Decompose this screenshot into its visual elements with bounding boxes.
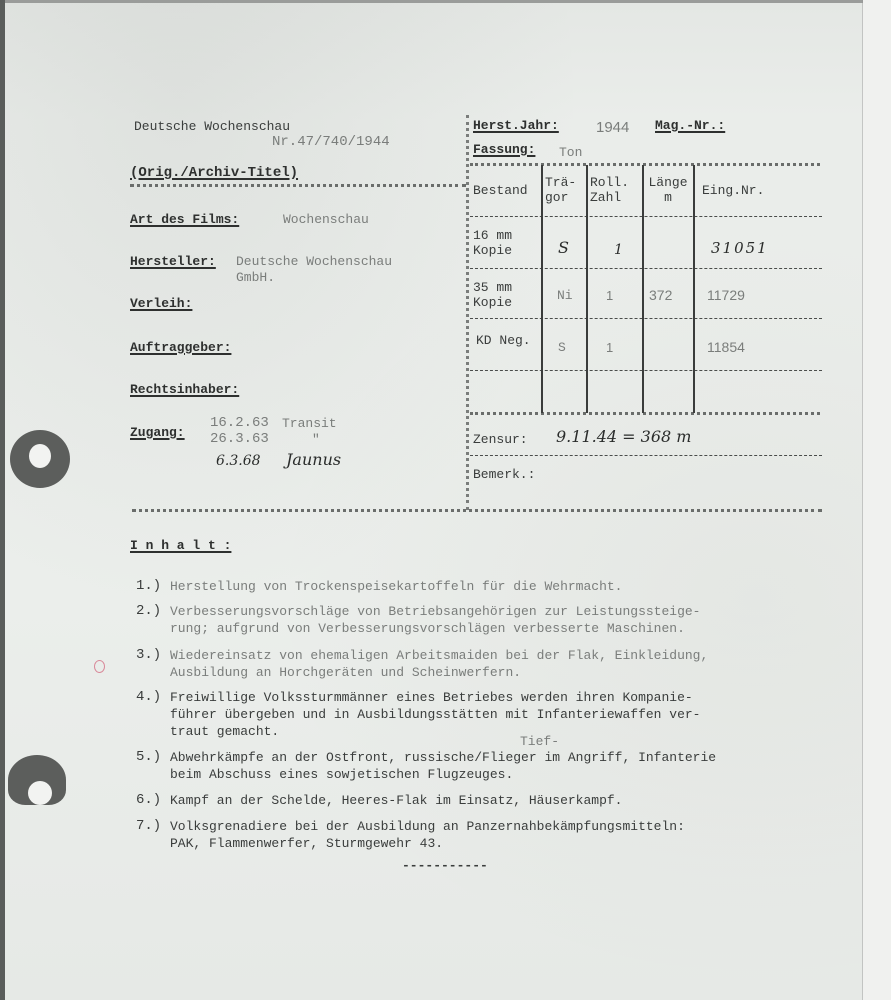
inhalt-item-line: Kampf an der Schelde, Heeres-Flak im Einsatz, Häuserkampf. (170, 793, 623, 808)
table-row-3-eingnr: 11854 (707, 339, 745, 355)
zensur-divider (470, 455, 822, 456)
hersteller-label: Hersteller: (130, 254, 216, 269)
fassung-value: Ton (559, 145, 583, 160)
fassung-label: Fassung: (473, 142, 536, 157)
table-row-2-bestand: 35 mm Kopie (473, 280, 513, 310)
zugang-label: Zugang: (130, 425, 185, 440)
table-row-2-traeger: Ni (557, 288, 573, 303)
table-header-bestand: Bestand (473, 183, 528, 198)
zensur-value: 9.11.44 = 368 m (556, 427, 692, 446)
inhalt-item-line: führer übergeben und in Ausbildungsstätten mit Infanteriewaffen ver- (170, 707, 701, 722)
zugang-date-3: 6.3.68 (216, 453, 261, 469)
table-row-1-rollzahl: 1 (614, 242, 623, 258)
table-col-divider-1 (541, 165, 543, 413)
table-col-divider-3 (642, 165, 644, 413)
table-row-1-traeger: S (558, 238, 569, 257)
inhalt-item-line: beim Abschuss eines sowjetischen Flugzeuges. (170, 767, 514, 782)
herst-jahr-label: Herst.Jahr: (473, 118, 559, 133)
table-top-border (470, 163, 820, 166)
table-row-divider-1 (470, 268, 822, 269)
herst-jahr-value: 1944 (596, 119, 630, 136)
table-row-3-bestand: KD Neg. (476, 333, 531, 348)
inhalt-item-line: Verbesserungsvorschläge von Betriebsangehörigen zur Leistungssteige- (170, 604, 701, 619)
art-des-films-value: Wochenschau (283, 212, 369, 227)
inhalt-item-insert: Tief- (520, 734, 560, 749)
inhalt-item-number: 6.) (136, 792, 162, 808)
inhalt-item-line: Wiedereinsatz von ehemaligen Arbeitsmaiden bei der Flak, Einkleidung, (170, 648, 709, 663)
inhalt-item-line: Abwehrkämpfe an der Ostfront, russische/Flieger im Angriff, Infanterie (170, 750, 717, 765)
inhalt-item-number: 2.) (136, 603, 162, 619)
table-row-3-rollzahl: 1 (606, 340, 614, 355)
table-header-traeger: Trä- gor (545, 175, 577, 205)
table-header-eingnr: Eing.Nr. (702, 183, 765, 198)
table-row-1-eingnr: 31051 (711, 239, 769, 257)
zugang-date-1: 16.2.63 (210, 415, 269, 431)
zensur-label: Zensur: (473, 432, 528, 447)
end-rule: ----------- (402, 858, 488, 873)
header-divider (130, 184, 466, 187)
table-col-divider-2 (586, 165, 588, 413)
scan-top-edge (0, 0, 891, 3)
table-row-2-laenge: 372 (649, 287, 673, 303)
table-header-rollzahl: Roll. Zahl (590, 175, 630, 205)
inhalt-heading: I n h a l t : (130, 538, 232, 553)
table-col-divider-4 (693, 165, 695, 413)
section-divider (132, 509, 822, 512)
inhalt-item-line: PAK, Flammenwerfer, Sturmgewehr 43. (170, 836, 444, 851)
mag-nr-label: Mag.-Nr.: (655, 118, 726, 133)
zugang-note-1: Transit (282, 416, 337, 431)
table-row-1-bestand: 16 mm Kopie (473, 228, 513, 258)
bemerk-label: Bemerk.: (473, 467, 536, 482)
table-row-3-traeger: S (558, 340, 566, 355)
inhalt-item-number: 5.) (136, 749, 162, 765)
rechtsinhaber-label: Rechtsinhaber: (130, 382, 240, 397)
series-title: Deutsche Wochenschau (134, 119, 291, 134)
zugang-date-2: 26.3.63 (210, 431, 269, 447)
zugang-note-2: " (312, 432, 320, 447)
right-panel-border (466, 115, 469, 510)
zugang-note-3: Jaunus (286, 450, 342, 469)
hersteller-value-line2: GmbH. (236, 270, 276, 285)
inhalt-item-line: Freiwillige Volkssturmmänner eines Betriebes werden ihren Kompanie- (170, 690, 693, 705)
red-circle-mark-icon (94, 660, 105, 673)
table-row-divider-2 (470, 318, 822, 319)
inhalt-item-number: 3.) (136, 647, 162, 663)
scan-left-edge (0, 0, 5, 1000)
scan-right-margin (863, 0, 891, 1000)
verleih-label: Verleih: (130, 296, 193, 311)
table-bottom-border (470, 412, 820, 415)
orig-title-label: (Orig./Archiv-Titel) (130, 165, 299, 181)
film-number: Nr.47/740/1944 (272, 134, 390, 150)
table-header-divider (470, 216, 822, 217)
inhalt-item-line: Ausbildung an Horchgeräten und Scheinwerfern. (170, 665, 522, 680)
inhalt-item-number: 4.) (136, 689, 162, 705)
table-row-2-eingnr: 11729 (707, 287, 745, 303)
inhalt-item-line: rung; aufgrund von Verbesserungsvorschlägen verbesserte Maschinen. (170, 621, 685, 636)
inhalt-item-line: traut gemacht. (170, 724, 280, 739)
table-row-divider-3 (470, 370, 822, 371)
table-row-2-rollzahl: 1 (606, 288, 614, 303)
inhalt-item-number: 1.) (136, 578, 162, 594)
hersteller-value-line1: Deutsche Wochenschau (236, 254, 393, 269)
art-des-films-label: Art des Films: (130, 212, 240, 227)
punch-hole-torn-icon (8, 755, 66, 805)
inhalt-item-line: Herstellung von Trockenspeisekartoffeln für die Wehrmacht. (170, 579, 623, 594)
table-header-laenge: Länge m (648, 175, 688, 205)
inhalt-item-line: Volksgrenadiere bei der Ausbildung an Panzernahbekämpfungsmitteln: (170, 819, 685, 834)
inhalt-item-number: 7.) (136, 818, 162, 834)
punch-hole-icon (10, 430, 70, 488)
auftraggeber-label: Auftraggeber: (130, 340, 232, 355)
